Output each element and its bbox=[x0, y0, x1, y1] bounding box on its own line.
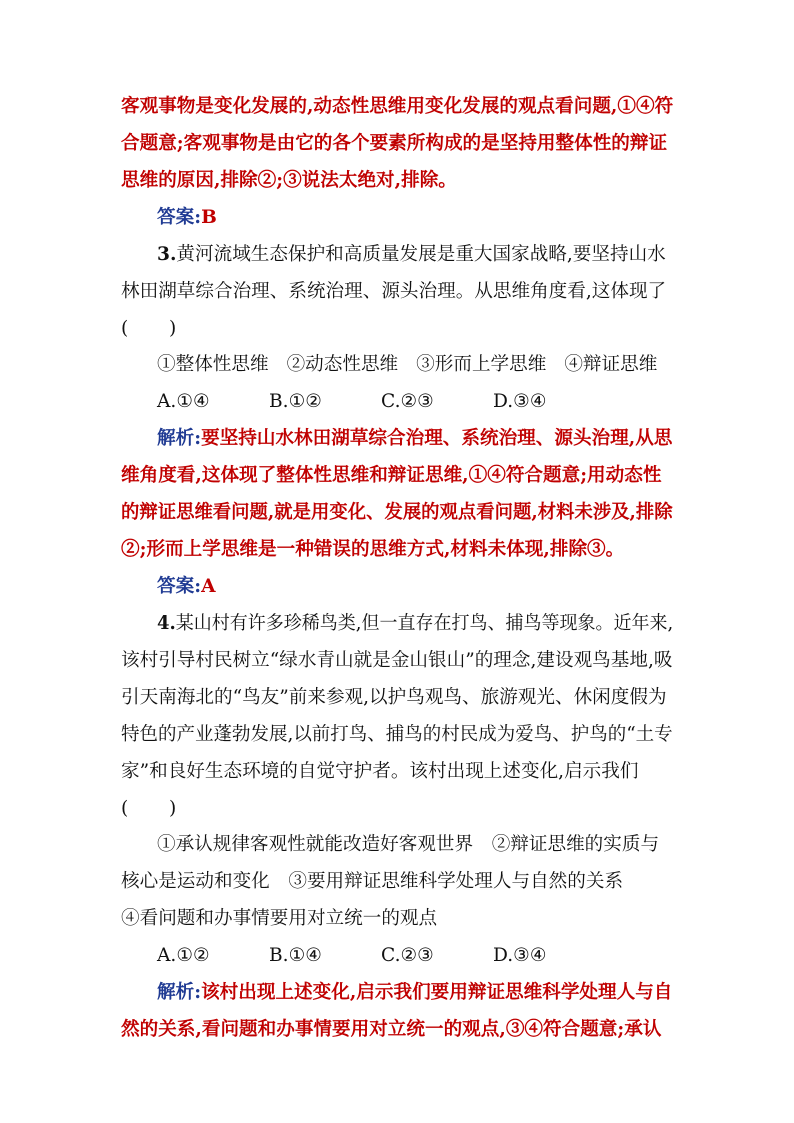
answer-value: A bbox=[201, 576, 216, 597]
q2-analysis-line-2: 合题意;客观事物是由它的各个要素所构成的是坚持用整体性的辩证 bbox=[121, 133, 668, 154]
paren-open: ( bbox=[121, 798, 129, 819]
q3-analysis-line-4: ②;形而上学思维是一种错误的思维方式,材料未体现,排除③。 bbox=[121, 539, 625, 560]
q4-statement-line-3: ④看问题和办事情要用对立统一的观点 bbox=[121, 908, 438, 929]
question-number: 4. bbox=[157, 613, 176, 634]
q4-stem-line-3: 引天南海北的“鸟友”前来参观,以护鸟观鸟、旅游观光、休闲度假为 bbox=[121, 687, 667, 708]
statement-2: ②动态性思维 bbox=[286, 354, 399, 375]
q4-analysis-line-1 bbox=[157, 984, 672, 1003]
question-stem-text: 某山村有许多珍稀鸟类,但一直存在打鸟、捕鸟等现象。近年来, bbox=[175, 613, 674, 634]
option-a: A.①② bbox=[157, 945, 210, 966]
q3-answer-blank bbox=[121, 320, 176, 339]
option-a: A.①④ bbox=[157, 391, 210, 412]
option-b: B.①④ bbox=[269, 945, 322, 966]
analysis-label: 解析: bbox=[157, 428, 202, 449]
q2-analysis-line-1: 客观事物是变化发展的,动态性思维用变化发展的观点看问题,①④符 bbox=[121, 96, 674, 117]
option-b: B.①② bbox=[269, 391, 322, 412]
paren-open: ( bbox=[121, 318, 129, 339]
q3-options bbox=[157, 393, 547, 412]
q3-analysis-line-1 bbox=[157, 430, 672, 449]
q4-stem-line-5: 家”和良好生态环境的自觉守护者。该村出现上述变化,启示我们 bbox=[121, 761, 639, 782]
option-d: D.③④ bbox=[493, 391, 547, 412]
option-d: D.③④ bbox=[493, 945, 547, 966]
question-number: 3. bbox=[157, 244, 177, 265]
question-stem-text: 黄河流域生态保护和高质量发展是重大国家战略,要坚持山水 bbox=[176, 244, 666, 265]
statement-1: ①整体性思维 bbox=[157, 354, 269, 375]
q4-answer-blank bbox=[121, 800, 176, 819]
q4-analysis-line-2: 然的关系,看问题和办事情要用对立统一的观点,③④符合题意;承认 bbox=[121, 1019, 662, 1040]
q2-analysis-line-3: 思维的原因,排除②;③说法太绝对,排除。 bbox=[121, 170, 457, 191]
statement-3: ③形而上学思维 bbox=[416, 354, 547, 375]
paren-close: ) bbox=[169, 318, 177, 339]
paren-close: ) bbox=[169, 798, 177, 819]
q3-answer bbox=[157, 578, 216, 597]
option-c: C.②③ bbox=[381, 945, 434, 966]
analysis-text: 要坚持山水林田湖草综合治理、系统治理、源头治理,从思 bbox=[201, 428, 673, 449]
analysis-label: 解析: bbox=[157, 982, 202, 1003]
answer-value: B bbox=[201, 207, 217, 228]
q4-stem-line-2: 该村引导村民树立“绿水青山就是金山银山”的理念,建设观鸟基地,吸 bbox=[121, 650, 673, 671]
answer-label: 答案: bbox=[157, 207, 202, 228]
q3-stem-line-2: 林田湖草综合治理、系统治理、源头治理。从思维角度看,这体现了 bbox=[121, 281, 667, 302]
q4-statement-line-1: ①承认规律客观性就能改造好客观世界 ②辩证思维的实质与 bbox=[157, 834, 660, 855]
analysis-text: 该村出现上述变化,启示我们要用辩证思维科学处理人与自 bbox=[201, 982, 673, 1003]
q4-stem-line-1 bbox=[157, 615, 673, 634]
q4-stem-line-4: 特色的产业蓬勃发展,以前打鸟、捕鸟的村民成为爱鸟、护鸟的“土专 bbox=[121, 724, 673, 745]
q4-options bbox=[157, 947, 547, 966]
q3-statements bbox=[157, 356, 657, 375]
q2-answer bbox=[157, 209, 217, 228]
q4-statement-line-2: 核心是运动和变化 ③要用辩证思维科学处理人与自然的关系 bbox=[121, 871, 624, 892]
answer-label: 答案: bbox=[157, 576, 202, 597]
q3-stem-line-1 bbox=[157, 246, 666, 265]
option-c: C.②③ bbox=[381, 391, 434, 412]
q3-analysis-line-3: 的辩证思维看问题,就是用变化、发展的观点看问题,材料未涉及,排除 bbox=[121, 502, 673, 523]
q3-analysis-line-2: 维角度看,这体现了整体性思维和辩证思维,①④符合题意;用动态性 bbox=[121, 465, 662, 486]
statement-4: ④辩证思维 bbox=[564, 354, 658, 375]
